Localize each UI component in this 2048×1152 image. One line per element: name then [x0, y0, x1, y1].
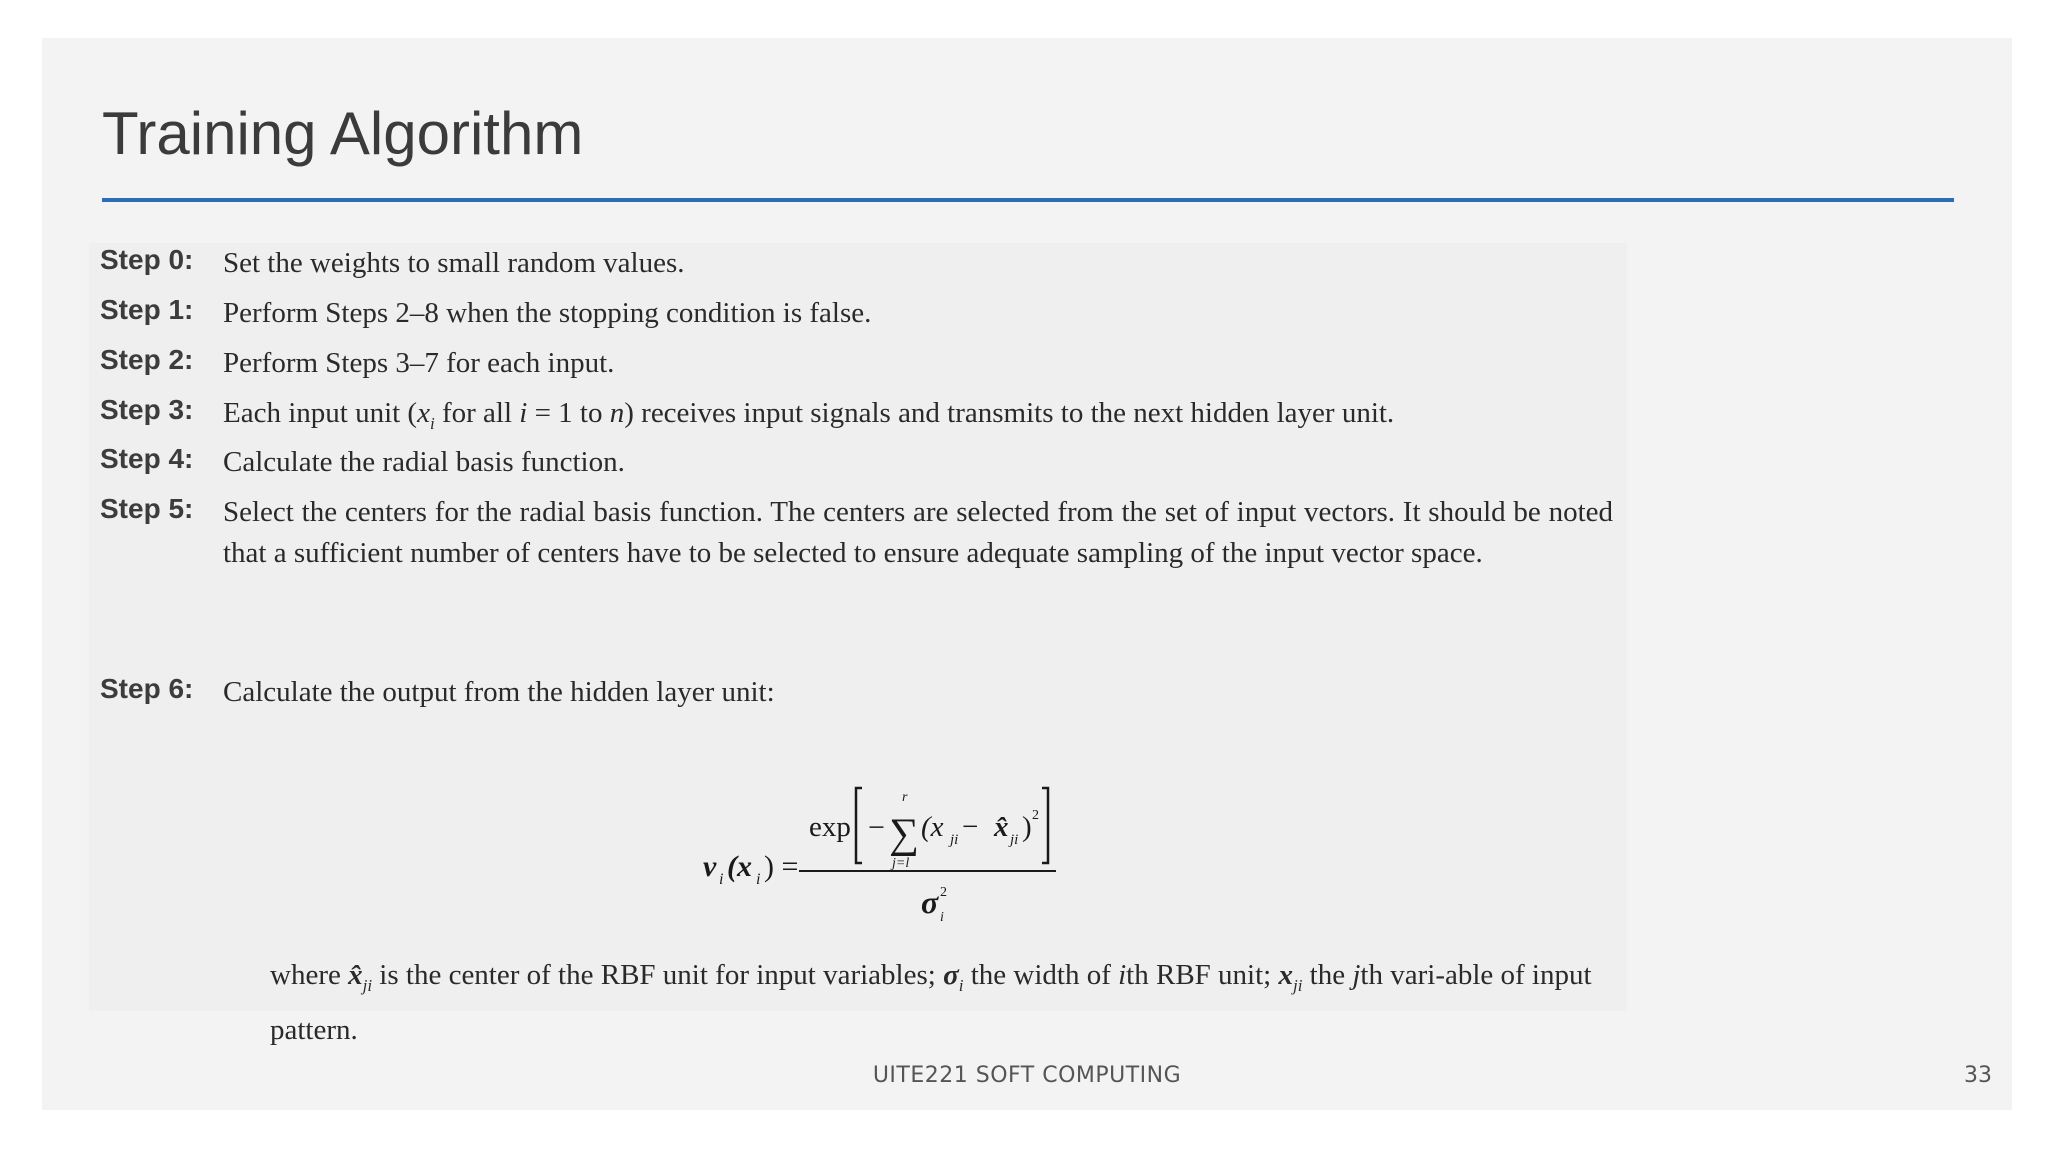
- step-label: Step 5:: [100, 493, 194, 524]
- explanation-text: where: [270, 959, 349, 991]
- step-text: Calculate the radial basis function.: [223, 446, 625, 478]
- step-label: Step 4:: [100, 443, 194, 474]
- step-text: [223, 393, 1613, 444]
- step-text: Select the centers for the radial basis function. The centers are selected from the set of input vectors. It should be noted that a sufficient number of centers have to be selected to ensure adequate sampling of the input vector space.: [223, 496, 1613, 569]
- formula-lhs-v: v: [703, 850, 717, 883]
- formula-den-sup: 2: [940, 885, 947, 900]
- math-subscript: i: [958, 975, 964, 995]
- step-text: Set the weights to small random values.: [223, 247, 685, 279]
- formula-minus: −: [868, 811, 885, 844]
- formula-sum-upper: r: [902, 790, 908, 805]
- title-underline: [102, 198, 1954, 202]
- slide-title: Training Algorithm: [102, 100, 584, 167]
- formula-explanation: [270, 953, 1660, 1052]
- explanation-text: th vari-able of input pattern.: [270, 959, 1592, 1046]
- formula-lhs-arg: (x: [727, 850, 752, 883]
- explanation-text: th RBF unit;: [1126, 959, 1279, 991]
- formula-term-hat-x: x̂: [994, 811, 1009, 843]
- formula-sigma-sum: ∑: [889, 811, 919, 857]
- page-number: 33: [1964, 1063, 1992, 1088]
- formula-term-minus: −: [962, 811, 979, 843]
- explanation-text: is the center of the RBF unit for input variables;: [372, 959, 944, 991]
- math-variable: x̂: [348, 959, 363, 991]
- slide-footer: UITE221 SOFT COMPUTING: [872, 1063, 1182, 1088]
- formula-term-hat-sub: ji: [1010, 832, 1019, 848]
- step-text-part: for all: [434, 397, 520, 429]
- step-label: Step 2:: [100, 344, 194, 375]
- math-subscript: ji: [1292, 975, 1303, 995]
- step-text: Perform Steps 3–7 for each input.: [223, 347, 615, 379]
- step-label: Step 3:: [100, 394, 194, 425]
- math-variable: i: [519, 397, 528, 429]
- math-variable: σ: [943, 959, 959, 991]
- formula-term-sub: ji: [950, 832, 959, 848]
- math-variable: j: [1352, 959, 1361, 991]
- formula-term-open: (x: [921, 811, 944, 843]
- formula-denominator: σ: [921, 884, 939, 920]
- algorithm-image: [89, 243, 1627, 1046]
- math-variable: n: [609, 397, 625, 429]
- slide: [42, 38, 2012, 1110]
- rbf-formula: [699, 753, 1129, 928]
- step-label: Step 0:: [100, 244, 194, 275]
- step-text-part: = 1 to: [527, 397, 610, 429]
- formula-right-bracket: [1042, 788, 1048, 863]
- formula-term-power: 2: [1032, 808, 1039, 823]
- math-variable: x: [417, 397, 430, 429]
- step-label: Step 6:: [100, 673, 194, 704]
- math-subscript: ji: [362, 975, 373, 995]
- math-variable: i: [1118, 959, 1127, 991]
- step-text-part: Each input unit (: [223, 397, 418, 429]
- explanation-text: the: [1302, 959, 1353, 991]
- step-text: Perform Steps 2–8 when the stopping condition is false.: [223, 297, 872, 329]
- formula-left-bracket: [856, 788, 862, 863]
- formula-lhs-arg-sub: i: [756, 871, 761, 888]
- formula-den-sub: i: [940, 910, 944, 925]
- explanation-text: the width of: [963, 959, 1119, 991]
- formula-term-close: ): [1022, 811, 1032, 843]
- math-variable: x: [1278, 959, 1293, 991]
- formula-exp: exp: [809, 811, 851, 843]
- formula-lhs-sub: i: [719, 871, 724, 888]
- formula-lhs-close: ) =: [764, 850, 799, 883]
- formula-sum-lower: j=l: [892, 856, 910, 871]
- math-subscript: i: [429, 413, 435, 433]
- step-text: Calculate the output from the hidden layer unit:: [223, 676, 775, 708]
- step-label: Step 1:: [100, 294, 194, 325]
- step-text-part: ) receives input signals and transmits to the next hidden layer unit.: [624, 397, 1395, 429]
